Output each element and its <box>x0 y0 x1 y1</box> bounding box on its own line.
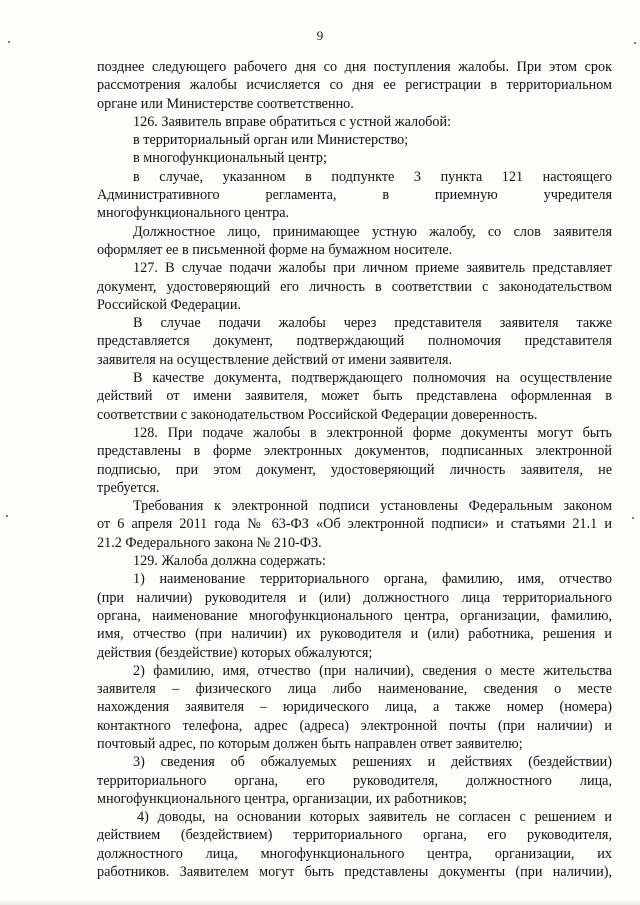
text-line: органе или Министерстве соответственно. <box>97 95 354 112</box>
text-line: территориального органа, его руководителя, должностного лица, <box>97 772 612 789</box>
text-line: рассмотрения жалобы исчисляется со дня ее регистрации в территориальном <box>97 77 612 94</box>
text-line: 3) сведения об обжалуемых решениях и действиях (бездействии) <box>133 754 612 771</box>
text-line: действием (бездействием) территориального органа, его руководителя, <box>97 827 612 844</box>
text-line: 126. Заявитель вправе обратиться с устной жалобой: <box>133 113 452 130</box>
text-line: многофункционального центра. <box>97 205 290 222</box>
text-line: соответствии с законодательством Российской Федерации доверенность. <box>97 406 538 423</box>
scan-speck <box>634 42 636 44</box>
text-line: почтовый адрес, по которым должен быть направлен ответ заявителю; <box>97 735 523 752</box>
scan-speck <box>6 515 8 517</box>
text-line: в случае, указанном в подпункте 3 пункта 121 настоящего <box>133 168 612 185</box>
text-line: нахождения заявителя – юридического лица, а также номер (номера) <box>97 699 612 716</box>
text-line: действия (бездействие) которых обжалуются; <box>97 644 373 661</box>
text-line: работников. Заявителем могут быть представлены документы (при наличии), <box>97 864 612 881</box>
text-line: Требования к электронной подписи установлены Федеральным законом <box>133 498 612 515</box>
text-line: многофункционального центра, организации, их работников; <box>97 790 467 807</box>
text-line: 4) доводы, на основании которых заявитель не согласен с решением и <box>137 809 612 826</box>
text-line: заявителя – физического лица либо наименование, сведения о месте <box>97 681 612 698</box>
text-line: В случае подачи жалобы через представителя заявителя также <box>133 315 612 332</box>
text-line: имя, отчество (при наличии) их руководителя и (или) работника, решения и <box>97 626 612 643</box>
text-line: 128. При подаче жалобы в электронной форме документы могут быть <box>133 424 612 441</box>
text-line: оформляет ее в письменной форме на бумажном носителе. <box>97 241 453 258</box>
scan-speck <box>8 41 10 43</box>
text-line: позднее следующего рабочего дня со дня поступления жалобы. При этом срок <box>97 59 612 75</box>
text-line: в многофункциональный центр; <box>133 150 327 167</box>
text-line: в территориальный орган или Министерство; <box>133 132 409 149</box>
scan-speck <box>632 517 634 519</box>
text-line: 127. В случае подачи жалобы при личном приеме заявитель представляет <box>133 260 612 277</box>
text-line: В качестве документа, подтверждающего полномочия на осуществление <box>133 370 612 387</box>
text-line: должностного лица, многофункционального центра, организации, их <box>97 845 612 862</box>
text-line: Административного регламента, в приемную учредителя <box>97 187 612 204</box>
text-line: Российской Федерации. <box>97 296 242 313</box>
text-line: действий от имени заявителя, может быть представлена оформленная в <box>97 388 612 405</box>
text-line: (при наличии) руководителя и (или) должностного лица территориального <box>97 589 612 606</box>
text-line: заявителя на осуществление действий от имени заявителя. <box>97 351 453 368</box>
text-line: 21.2 Федерального закона № 210-ФЗ. <box>97 534 322 551</box>
text-line: от 6 апреля 2011 года № 63-ФЗ «Об электронной подписи» и статьями 21.1 и <box>97 516 612 533</box>
text-line: 2) фамилию, имя, отчество (при наличии), сведения о месте жительства <box>133 662 612 679</box>
page-number: 9 <box>316 28 324 43</box>
text-line: требуется. <box>97 479 160 496</box>
text-line: 129. Жалоба должна содержать: <box>133 553 326 570</box>
text-line: контактного телефона, адрес (адреса) электронной почты (при наличии) и <box>97 717 612 734</box>
text-line: представляется документ, подтверждающий полномочия представителя <box>97 333 612 350</box>
text-line: Должностное лицо, принимающее устную жалобу, со слов заявителя <box>133 223 612 240</box>
document-body <box>97 58 612 881</box>
text-line: подписью, при этом документ, удостоверяющий личность заявителя, не <box>97 461 612 478</box>
text-line: представлены в форме электронных документов, подписанных электронной <box>97 443 612 460</box>
text-line: органа, наименование многофункционального центра, организации, фамилию, <box>97 607 612 624</box>
text-line: 1) наименование территориального органа, фамилию, имя, отчество <box>133 571 612 588</box>
scan-edge <box>0 899 640 905</box>
text-line: документ, удостоверяющий его личность в соответствии с законодательством <box>97 278 612 295</box>
